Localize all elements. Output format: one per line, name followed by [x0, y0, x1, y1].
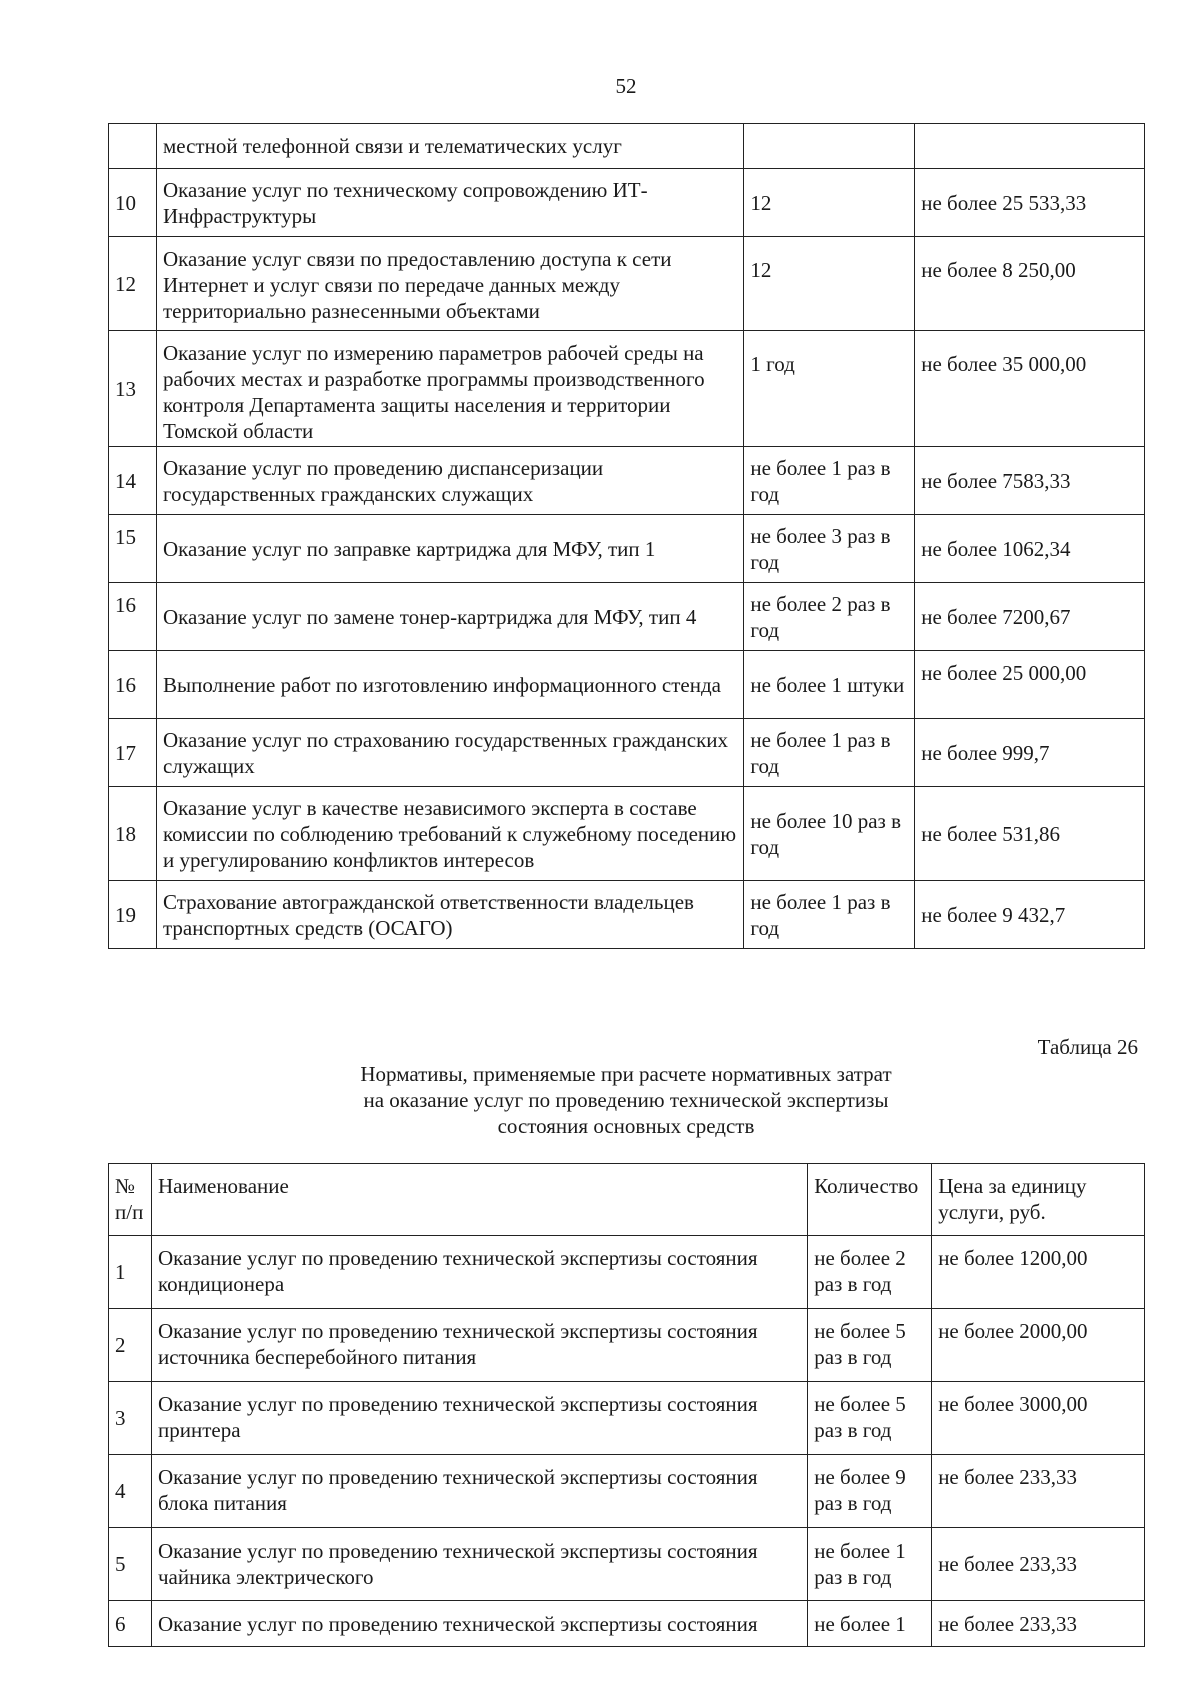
row-price: не более 1062,34: [915, 515, 1145, 583]
row-quantity: 12: [744, 237, 915, 331]
row-quantity: не более 5 раз в год: [808, 1382, 932, 1455]
row-price: не более 25 000,00: [915, 651, 1145, 719]
table-row: [109, 1236, 1145, 1309]
row-name: местной телефонной связи и телематических услуг: [156, 124, 743, 169]
row-quantity: не более 2 раз в год: [744, 583, 915, 651]
row-name: Оказание услуг по проведению технической экспертизы состояния: [151, 1601, 807, 1647]
row-number: 14: [109, 447, 157, 515]
row-price: не более 9 432,7: [915, 881, 1145, 949]
row-number: 15: [109, 515, 157, 583]
table-row: [109, 169, 1145, 237]
row-number: 18: [109, 787, 157, 881]
row-name: Оказание услуг по заправке картриджа для МФУ, тип 1: [156, 515, 743, 583]
row-quantity: не более 5 раз в год: [808, 1309, 932, 1382]
row-quantity: не более 1: [808, 1601, 932, 1647]
row-name: Оказание услуг по техническому сопровождению ИТ-Инфраструктуры: [156, 169, 743, 237]
row-number: 10: [109, 169, 157, 237]
row-price: не более 999,7: [915, 719, 1145, 787]
row-quantity: не более 1 раз в год: [744, 719, 915, 787]
header-number: № п/п: [109, 1164, 152, 1236]
row-name: Оказание услуг по проведению технической экспертизы состояния кондиционера: [151, 1236, 807, 1309]
row-number: 16: [109, 651, 157, 719]
row-name: Оказание услуг по проведению диспансеризации государственных гражданских служащих: [156, 447, 743, 515]
row-quantity: не более 1 раз в год: [808, 1528, 932, 1601]
table-row: [109, 1455, 1145, 1528]
row-quantity: [744, 124, 915, 169]
row-name: Оказание услуг по измерению параметров рабочей среды на рабочих местах и разработке программы производственного контроля Департамента защиты населения и территории Томской области: [156, 331, 743, 447]
row-number: 13: [109, 331, 157, 447]
row-name: Оказание услуг по проведению технической экспертизы состояния блока питания: [151, 1455, 807, 1528]
row-price: не более 1200,00: [932, 1236, 1145, 1309]
row-number: 12: [109, 237, 157, 331]
row-name: Оказание услуг по замене тонер-картриджа для МФУ, тип 4: [156, 583, 743, 651]
row-number: 19: [109, 881, 157, 949]
table-row: [109, 124, 1145, 169]
row-number: 2: [109, 1309, 152, 1382]
row-price: [915, 124, 1145, 169]
row-quantity: не более 9 раз в год: [808, 1455, 932, 1528]
row-price: не более 3000,00: [932, 1382, 1145, 1455]
row-price: не более 233,33: [932, 1601, 1145, 1647]
table-title-line: Нормативы, применяемые при расчете нормативных затрат: [360, 1062, 892, 1086]
table-row: [109, 331, 1145, 447]
row-number: 3: [109, 1382, 152, 1455]
row-price: не более 7583,33: [915, 447, 1145, 515]
row-quantity: не более 1 штуки: [744, 651, 915, 719]
row-quantity: не более 1 раз в год: [744, 447, 915, 515]
row-number: 16: [109, 583, 157, 651]
page-number: 52: [615, 74, 637, 98]
expertise-table: [108, 1163, 1145, 1647]
row-price: не более 233,33: [932, 1455, 1145, 1528]
table-row: [109, 515, 1145, 583]
table-title: [0, 1061, 1200, 1139]
row-price: не более 531,86: [915, 787, 1145, 881]
header-name: Наименование: [151, 1164, 807, 1236]
table-row: [109, 583, 1145, 651]
table-row: [109, 1309, 1145, 1382]
row-name: Оказание услуг связи по предоставлению доступа к сети Интернет и услуг связи по передаче данных между территориально разнесенными объектами: [156, 237, 743, 331]
row-quantity: не более 2 раз в год: [808, 1236, 932, 1309]
table-row: [109, 881, 1145, 949]
row-quantity: не более 3 раз в год: [744, 515, 915, 583]
table-title-line: состояния основных средств: [497, 1114, 755, 1138]
row-name: Оказание услуг по проведению технической экспертизы состояния источника бесперебойного питания: [151, 1309, 807, 1382]
row-name: Оказание услуг по проведению технической экспертизы состояния чайника электрического: [151, 1528, 807, 1601]
row-name: Выполнение работ по изготовлению информационного стенда: [156, 651, 743, 719]
table-row: [109, 1528, 1145, 1601]
row-price: не более 35 000,00: [915, 331, 1145, 447]
row-name: Оказание услуг по проведению технической экспертизы состояния принтера: [151, 1382, 807, 1455]
row-price: не более 2000,00: [932, 1309, 1145, 1382]
row-number: [109, 124, 157, 169]
row-quantity: не более 1 раз в год: [744, 881, 915, 949]
table-title-line: на оказание услуг по проведению технической экспертизы: [363, 1088, 889, 1112]
row-number: 4: [109, 1455, 152, 1528]
row-name: Страхование автогражданской ответственности владельцев транспортных средств (ОСАГО): [156, 881, 743, 949]
row-price: не более 8 250,00: [915, 237, 1145, 331]
header-quantity: Количество: [808, 1164, 932, 1236]
table-label: Таблица 26: [1037, 1035, 1138, 1059]
row-number: 6: [109, 1601, 152, 1647]
row-price: не более 7200,67: [915, 583, 1145, 651]
row-quantity: не более 10 раз в год: [744, 787, 915, 881]
table-row: [109, 237, 1145, 331]
row-price: не более 233,33: [932, 1528, 1145, 1601]
table-row: [109, 787, 1145, 881]
table-header-row: [109, 1164, 1145, 1236]
row-name: Оказание услуг по страхованию государственных гражданских служащих: [156, 719, 743, 787]
row-number: 17: [109, 719, 157, 787]
table-row: [109, 719, 1145, 787]
table-row: [109, 1601, 1145, 1647]
table-row: [109, 1382, 1145, 1455]
row-number: 5: [109, 1528, 152, 1601]
row-name: Оказание услуг в качестве независимого эксперта в составе комиссии по соблюдению требований к служебному поседению и урегулированию конфликтов интересов: [156, 787, 743, 881]
row-number: 1: [109, 1236, 152, 1309]
table-row: [109, 651, 1145, 719]
row-quantity: 1 год: [744, 331, 915, 447]
row-quantity: 12: [744, 169, 915, 237]
row-price: не более 25 533,33: [915, 169, 1145, 237]
table-row: [109, 447, 1145, 515]
services-table: [108, 123, 1145, 949]
header-price: Цена за единицу услуги, руб.: [932, 1164, 1145, 1236]
